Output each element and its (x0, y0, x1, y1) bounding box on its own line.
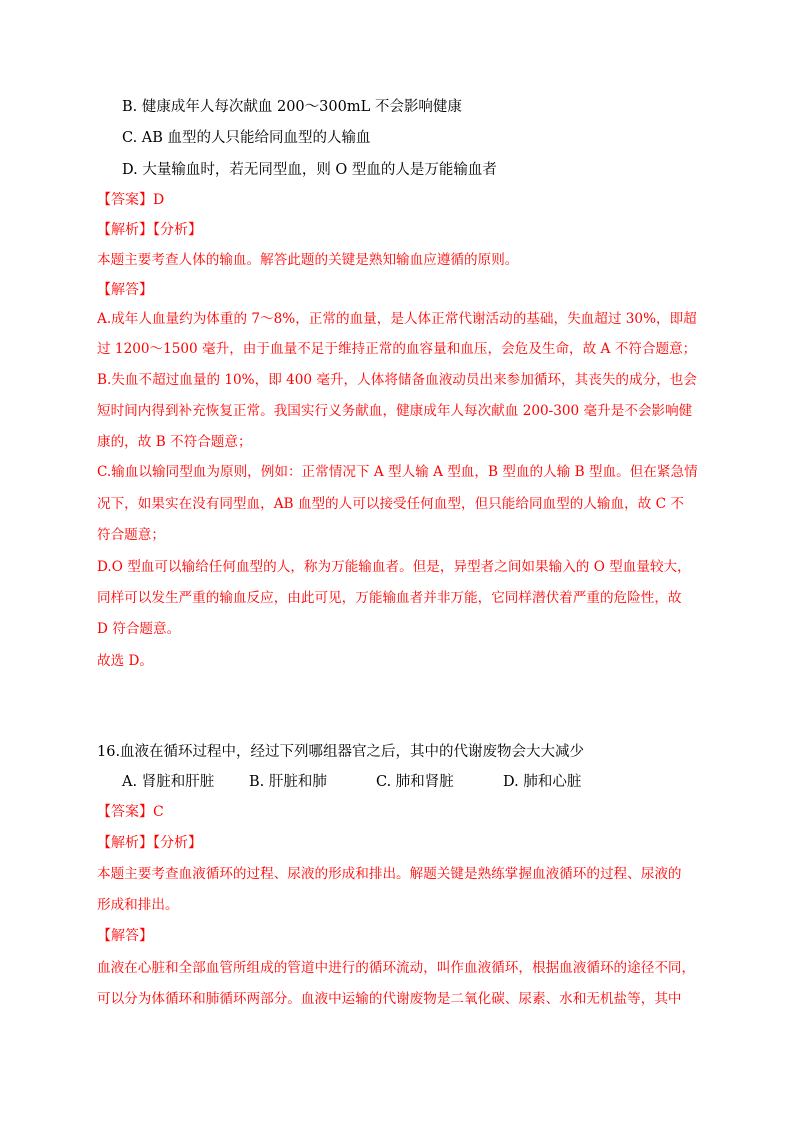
q16-analysis-label: 【解析】【分析】 (97, 835, 202, 851)
q15-answer-label: 【答案】 (97, 192, 153, 208)
q16-answer (97, 801, 164, 823)
q16-option-a: A. 肾脏和肝脏 (122, 774, 215, 790)
q15-option-d: D. 大量输血时，若无同型血，则 O 型血的人是万能输血者 (122, 162, 497, 178)
q15-solution-line: 况下，如果实在没有同型血，AB 血型的人可以接受任何血型，但只能给同血型的人输血，故 C 不 (97, 496, 684, 512)
q15-solution-line: C.输血以输同型血为原则，例如：正常情况下 A 型人输 A 型血，B 型血的人输 B 型血。但在紧急情 (97, 464, 698, 480)
q16-solution-line: 可以分为体循环和肺循环两部分。血液中运输的代谢废物是二氧化碳、尿素、水和无机盐等，其中 (97, 991, 682, 1007)
q16-solution-line: 血液在心脏和全部血管所组成的管道中进行的循环流动，叫作血液循环，根据血液循环的途径不同， (97, 960, 696, 976)
q15-answer (97, 189, 164, 211)
q15-option-c: C. AB 血型的人只能给同血型的人输血 (122, 130, 371, 146)
q15-analysis-label: 【解析】【分析】 (97, 222, 202, 238)
q16-option-d: D. 肺和心脏 (503, 774, 582, 790)
q15-solution-line: 过 1200～1500 毫升，由于血量不足于维持正常的血容量和血压，会危及生命，故 A 不符合题意； (97, 341, 697, 357)
q16-options (122, 771, 581, 793)
q15-solution-line: 符合题意； (97, 527, 165, 543)
q16-answer-label: 【答案】 (97, 804, 153, 820)
q16-solution-label: 【解答】 (97, 928, 153, 944)
q16-stem: 16.血液在循环过程中，经过下列哪组器官之后，其中的代谢废物会大大减少 (97, 744, 585, 760)
q15-solution-line: D.O 型血可以输给任何血型的人，称为万能输血者。但是，异型者之间如果输入的 O 型血量较大， (97, 559, 691, 575)
q15-answer-value: D (153, 192, 165, 208)
q16-analysis-line: 形成和排出。 (97, 897, 179, 913)
q16-option-c: C. 肺和肾脏 (376, 774, 454, 790)
q16-option-b: B. 肝脏和肺 (249, 774, 327, 790)
q15-conclusion: 故选 D。 (97, 653, 154, 669)
q16-answer-value: C (153, 804, 164, 820)
q15-analysis-text: 本题主要考查人体的输血。解答此题的关键是熟知输血应遵循的原则。 (97, 252, 519, 268)
q15-solution-line: 康的，故 B 不符合题意； (97, 434, 252, 450)
q15-option-b: B. 健康成年人每次献血 200～300mL 不会影响健康 (122, 99, 462, 115)
q15-solution-line: A.成年人血量约为体重的 7～8%，正常的血量，是人体正常代谢活动的基础，失血超过 30%，即超 (97, 311, 697, 327)
q15-solution-line: D 符合题意。 (97, 621, 181, 637)
q16-analysis-line: 本题主要考查血液循环的过程、尿液的形成和排出。解题关键是熟练掌握血液循环的过程、尿液的 (97, 866, 682, 882)
q15-solution-line: 短时间内得到补充恢复正常。我国实行义务献血，健康成年人每次献血 200-300 毫升是不会影响健 (97, 403, 693, 419)
q15-solution-label: 【解答】 (97, 282, 153, 298)
q15-solution-line: B.失血不超过血量的 10%，即 400 毫升，人体将储备血液动员出来参加循环，其丧失的成分，也会 (97, 372, 697, 388)
q15-solution-line: 同样可以发生严重的输血反应，由此可见，万能输血者并非万能，它同样潜伏着严重的危险性，故 (97, 590, 682, 606)
